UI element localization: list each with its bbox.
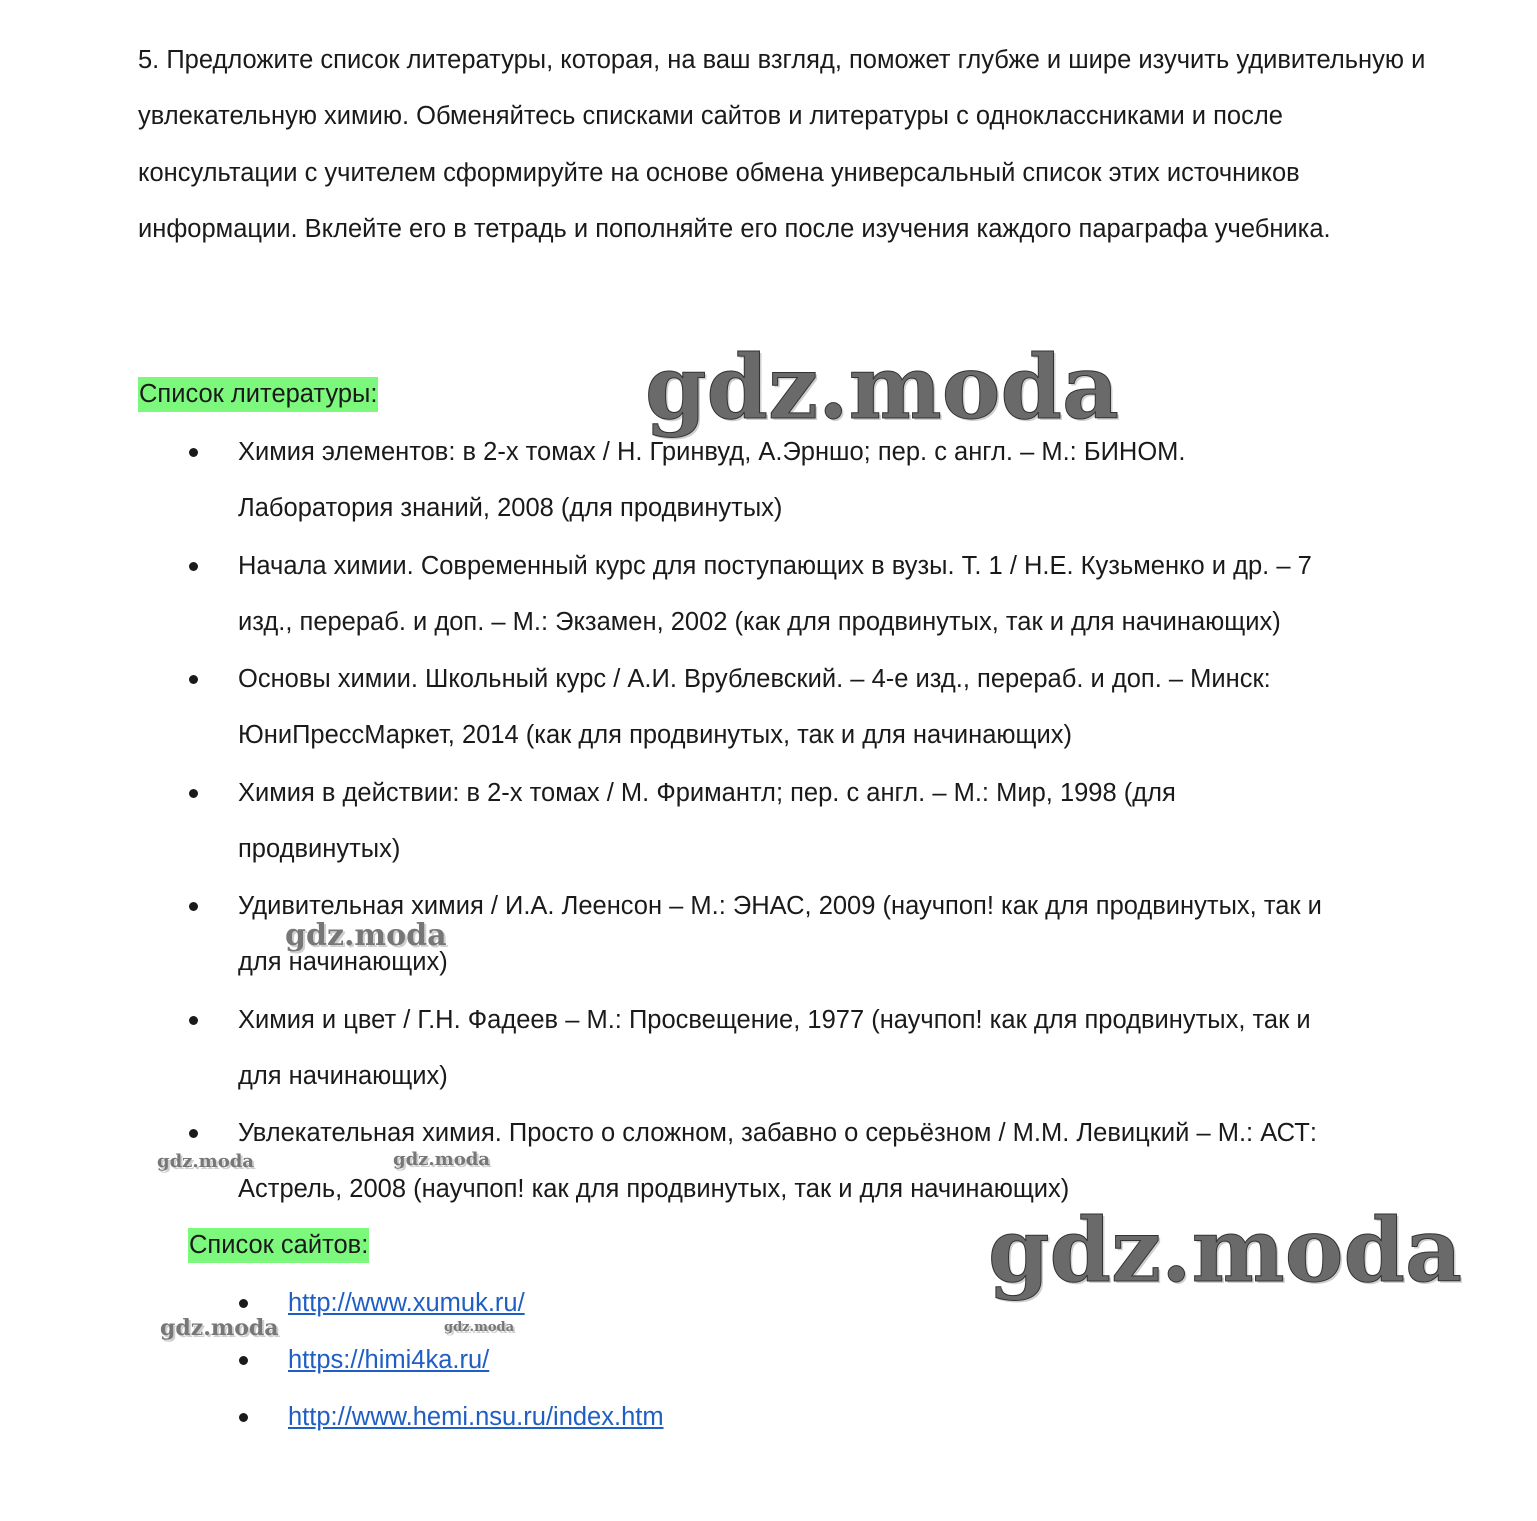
- bullet-icon: [189, 1016, 198, 1025]
- literature-item-line: изд., перераб. и доп. – М.: Экзамен, 2002 (как для продвинутых, так и для начинающих): [238, 608, 1281, 637]
- literature-item-line: Основы химии. Школьный курс / А.И. Врублевский. – 4-е изд., перераб. и доп. – Минск:: [238, 665, 1271, 693]
- bullet-icon: [239, 1356, 248, 1365]
- watermark-logo: gdz.moda: [988, 1198, 1463, 1302]
- bullet-icon: [189, 902, 198, 911]
- watermark-logo: gdz.moda: [444, 1320, 515, 1335]
- literature-item-line: продвинутых): [238, 835, 401, 864]
- watermark-logo: gdz.moda: [645, 335, 1120, 439]
- literature-item: [238, 538, 1438, 651]
- literature-item: [238, 424, 1438, 537]
- bullet-icon: [189, 1129, 198, 1138]
- literature-item-line: Химия элементов: в 2-х томах / Н. Гринвуд, А.Эрншо; пер. с англ. – М.: БИНОМ.: [238, 438, 1186, 466]
- watermark-logo: gdz.moda: [285, 918, 447, 953]
- literature-item-line: Химия в действии: в 2-х томах / М. Фримантл; пер. с англ. – М.: Мир, 1998 (для: [238, 779, 1176, 807]
- literature-item-line: для начинающих): [238, 1062, 448, 1091]
- task-text: 5. Предложите список литературы, которая, на ваш взгляд, поможет глубже и шире изучить удивительную и увлекательную химию. Обменяйтесь списками сайтов и литературы с одноклассниками и после консультации с учителем сформируйте на основе обмена универсальный список этих источников информации. Вклейте его в тетрадь и пополняйте его после изучения каждого параграфа учебника.: [138, 46, 1426, 243]
- bullet-icon: [189, 675, 198, 684]
- literature-item-line: Лаборатория знаний, 2008 (для продвинутых): [238, 494, 783, 523]
- literature-item-line: Удивительная химия / И.А. Леенсон – М.: ЭНАС, 2009 (научпоп! как для продвинутых, так и: [238, 892, 1322, 920]
- bullet-icon: [189, 789, 198, 798]
- site-item: [288, 1389, 664, 1445]
- watermark-logo: gdz.moda: [393, 1149, 490, 1170]
- literature-item-line: ЮниПрессМаркет, 2014 (как для продвинутых, так и для начинающих): [238, 721, 1072, 750]
- bullet-icon: [239, 1299, 248, 1308]
- literature-item-line: Начала химии. Современный курс для поступающих в вузы. Т. 1 / Н.Е. Кузьменко и др. – 7: [238, 552, 1312, 580]
- literature-item: [238, 651, 1438, 764]
- site-link[interactable]: http://www.hemi.nsu.ru/index.htm: [288, 1403, 664, 1431]
- sites-heading: Список сайтов:: [188, 1228, 369, 1263]
- bullet-icon: [189, 448, 198, 457]
- literature-item: [238, 765, 1438, 878]
- literature-item-line: для начинающих): [238, 948, 448, 977]
- literature-heading: Список литературы:: [138, 377, 378, 412]
- site-link[interactable]: https://himi4ka.ru/: [288, 1346, 490, 1374]
- literature-item: [238, 992, 1438, 1105]
- literature-item-line: Увлекательная химия. Просто о сложном, забавно о серьёзном / М.М. Левицкий – М.: АСТ:: [238, 1119, 1317, 1147]
- literature-item-line: Астрель, 2008 (научпоп! как для продвинутых, так и для начинающих): [238, 1175, 1070, 1204]
- site-item: [288, 1332, 489, 1388]
- watermark-logo: gdz.moda: [160, 1315, 279, 1341]
- bullet-icon: [239, 1413, 248, 1422]
- literature-item-line: Химия и цвет / Г.Н. Фадеев – М.: Просвещение, 1977 (научпоп! как для продвинутых, так и: [238, 1006, 1311, 1034]
- watermark-logo: gdz.moda: [157, 1151, 254, 1172]
- site-link[interactable]: http://www.xumuk.ru/: [288, 1289, 525, 1317]
- bullet-icon: [189, 562, 198, 571]
